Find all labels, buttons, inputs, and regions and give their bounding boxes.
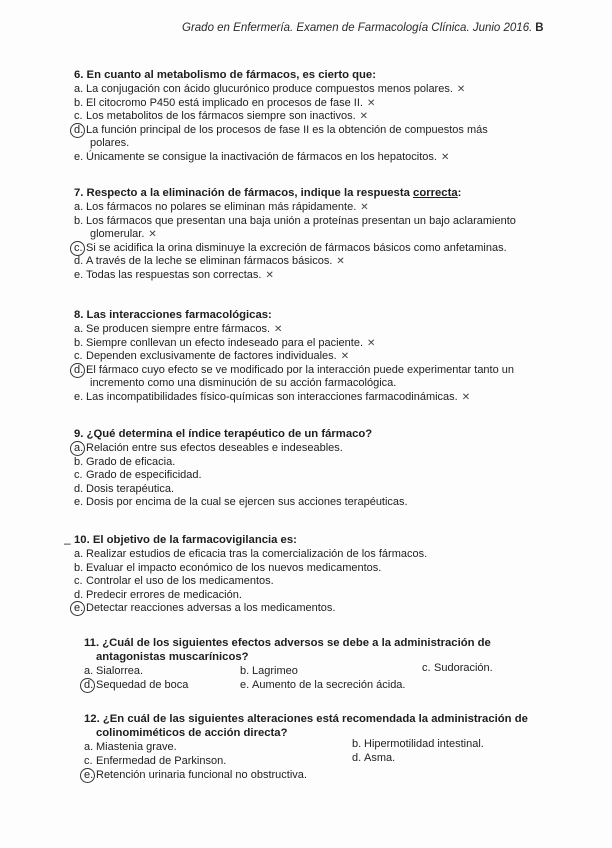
question-11-title xyxy=(84,636,574,664)
option-letter: c. xyxy=(84,755,93,767)
page-header xyxy=(182,22,544,34)
option-text: La función principal de los procesos de fase II es la obtención de compuestos más xyxy=(86,123,488,136)
q6-option-b[interactable] xyxy=(74,97,564,111)
option-text: Asma. xyxy=(364,752,396,764)
q7-option-a[interactable] xyxy=(74,201,564,215)
option-text: Sialorrea. xyxy=(96,665,144,677)
option-letter: a. xyxy=(84,741,94,753)
option-text: Realizar estudios de eficacia tras la comercialización de los fármacos. xyxy=(86,548,428,560)
option-letter: e. xyxy=(74,602,84,615)
option-text: Los fármacos no polares se eliminan más rápidamente. xyxy=(86,201,357,213)
cross-mark-icon: ✕ xyxy=(456,84,466,95)
option-letter: b. xyxy=(74,336,84,349)
option-text: Únicamente se consigue la inactivación de fármacos en los hepatocitos. xyxy=(86,150,437,163)
q9-option-a[interactable] xyxy=(74,442,564,456)
option-letter: e. xyxy=(74,268,84,281)
option-text: Grado de especificidad. xyxy=(86,469,202,482)
option-text: Lagrimeo xyxy=(252,665,298,677)
q10-option-e[interactable] xyxy=(74,602,564,616)
q8-option-e[interactable] xyxy=(74,391,564,405)
q11-option-a[interactable] xyxy=(84,665,143,677)
option-text: El citocromo P450 está implicado en procesos de fase II. xyxy=(86,96,363,109)
q9-option-d[interactable] xyxy=(74,483,564,497)
option-letter: b. xyxy=(74,561,84,574)
option-letter: b. xyxy=(74,455,84,468)
cross-mark-icon: ✕ xyxy=(440,151,450,163)
option-letter: c. xyxy=(74,575,83,588)
question-12 xyxy=(84,712,574,783)
q7-option-e[interactable] xyxy=(74,269,564,283)
option-letter: a. xyxy=(74,442,84,454)
q12-option-b[interactable] xyxy=(352,738,484,750)
option-text: Sequedad de boca xyxy=(96,679,189,691)
q11-options-row-1 xyxy=(84,662,574,679)
option-text: Siempre conllevan un efecto indeseado para el paciente. xyxy=(86,336,364,349)
q9-option-b[interactable] xyxy=(74,456,564,470)
q7-option-c[interactable] xyxy=(74,242,564,256)
cross-mark-icon: ✕ xyxy=(148,229,157,241)
option-text: Las incompatibilidades físico-químicas son interacciones farmacodinámicas. xyxy=(86,390,458,403)
option-letter: a. xyxy=(74,83,84,95)
option-text: Predecir errores de medicación. xyxy=(86,588,242,601)
cross-mark-icon: ✕ xyxy=(336,256,345,268)
option-text: Dosis terapéutica. xyxy=(86,482,175,495)
q10-option-b[interactable] xyxy=(74,562,564,576)
question-6 xyxy=(74,68,564,165)
option-text: Miastenia grave. xyxy=(96,741,177,753)
q8-option-d-cont xyxy=(74,377,564,391)
q6-option-d[interactable] xyxy=(74,124,564,138)
title-colon: : xyxy=(457,187,462,199)
cross-mark-icon: ✕ xyxy=(461,391,471,403)
q8-option-c[interactable] xyxy=(74,350,564,364)
option-letter: d. xyxy=(74,123,84,136)
q9-option-c[interactable] xyxy=(74,469,564,483)
option-letter: a. xyxy=(84,665,94,677)
option-letter: c. xyxy=(74,110,83,123)
option-text: Controlar el uso de los medicamentos. xyxy=(86,575,274,588)
option-letter: a. xyxy=(74,548,84,560)
q7-option-b[interactable] xyxy=(74,215,564,229)
cross-mark-icon: ✕ xyxy=(366,97,376,109)
option-text: Dosis por encima de la cual se ejercen sus acciones terapéuticas. xyxy=(86,496,408,509)
question-11 xyxy=(84,636,574,693)
q12-options-row-3 xyxy=(84,769,574,783)
q8-option-d[interactable] xyxy=(74,364,564,378)
question-7 xyxy=(74,186,564,283)
option-text: Detectar reacciones adversas a los medicamentos. xyxy=(86,602,336,615)
option-text: Aumento de la secreción ácida. xyxy=(252,679,406,691)
option-letter: e. xyxy=(240,679,250,691)
option-text: polares. xyxy=(90,137,130,150)
q9-option-e[interactable] xyxy=(74,496,564,510)
q12-option-d[interactable] xyxy=(352,752,395,764)
header-title: Grado en Enfermería. Examen de Farmacología Clínica. Junio 2016. xyxy=(182,22,533,34)
q11-option-b[interactable] xyxy=(240,665,298,677)
option-letter: d. xyxy=(74,588,84,601)
q10-option-c[interactable] xyxy=(74,575,564,589)
q11-option-c[interactable] xyxy=(422,662,493,674)
option-letter: c. xyxy=(74,241,83,254)
q12-options-row-1 xyxy=(84,738,574,755)
q12-options-row-2 xyxy=(84,752,574,769)
option-text: La conjugación con ácido glucurónico produce compuestos menos polares. xyxy=(86,83,453,95)
q6-option-c[interactable] xyxy=(74,110,564,124)
option-letter: c. xyxy=(422,662,431,674)
option-text: El fármaco cuyo efecto se ve modificado por la interacción puede experimentar tanto un xyxy=(86,363,515,376)
question-9-title: 9. ¿Qué determina el índice terapéutico de un fármaco? xyxy=(74,428,373,440)
question-6-title: 6. En cuanto al metabolismo de fármacos, es cierto que: xyxy=(74,69,376,81)
option-text: Retención urinaria funcional no obstructiva. xyxy=(96,769,307,781)
q8-option-a[interactable] xyxy=(74,323,564,337)
margin-dash: – xyxy=(64,536,71,550)
option-letter: b. xyxy=(352,738,362,750)
option-text: Grado de eficacia. xyxy=(86,455,176,468)
option-text: Los fármacos que presentan una baja unión a proteínas presentan un bajo aclaramiento xyxy=(86,214,516,227)
question-10-title: 10. El objetivo de la farmacovigilancia es: xyxy=(74,534,297,546)
cross-mark-icon: ✕ xyxy=(367,337,376,349)
exam-version: B xyxy=(535,22,544,34)
option-letter: d. xyxy=(84,679,94,691)
option-text: Todas las respuestas son correctas. xyxy=(86,268,262,281)
title-line: antagonistas muscarínicos? xyxy=(96,651,249,663)
q7-option-d[interactable] xyxy=(74,255,564,269)
option-letter: c. xyxy=(74,350,83,363)
title-line: 11. ¿Cuál de los siguientes efectos adversos se debe a la administración de xyxy=(84,637,491,649)
option-letter: a. xyxy=(74,323,84,335)
option-text: glomerular. xyxy=(90,228,145,241)
option-text: Los metabolitos de los fármacos siempre son inactivos. xyxy=(86,110,356,123)
option-text: Se producen siempre entre fármacos. xyxy=(86,323,271,335)
option-letter: d. xyxy=(74,482,84,495)
q11-option-e[interactable] xyxy=(240,679,405,691)
option-text: Evaluar el impacto económico de los nuevos medicamentos. xyxy=(86,561,382,574)
q11-option-d[interactable] xyxy=(84,679,188,691)
cross-mark-icon: ✕ xyxy=(340,351,350,363)
option-text: A través de la leche se eliminan fármacos básicos. xyxy=(86,255,333,268)
option-text: Sudoración. xyxy=(434,662,493,674)
question-7-title xyxy=(74,186,564,200)
option-text: Hipermotilidad intestinal. xyxy=(364,738,484,750)
cross-mark-icon: ✕ xyxy=(265,269,274,281)
title-text: 7. Respecto a la eliminación de fármacos, indique la respuesta xyxy=(74,187,410,199)
option-letter: b. xyxy=(74,214,84,227)
option-letter: d. xyxy=(352,752,362,764)
title-line: colinomiméticos de acción directa? xyxy=(96,727,288,739)
option-text: Si se acidifica la orina disminuye la excreción de fármacos básicos como anfetaminas. xyxy=(86,241,507,254)
question-8 xyxy=(74,308,564,405)
option-letter: e. xyxy=(74,390,84,403)
q6-option-e[interactable] xyxy=(74,151,564,165)
q12-option-a[interactable] xyxy=(84,741,177,753)
q11-options-row-2 xyxy=(84,679,574,693)
question-12-title xyxy=(84,712,574,740)
option-letter: b. xyxy=(74,96,84,109)
title-underlined: correcta xyxy=(413,187,458,199)
q10-option-d[interactable] xyxy=(74,589,564,603)
q12-option-e[interactable] xyxy=(84,769,307,781)
question-8-title: 8. Las interacciones farmacológicas: xyxy=(74,309,272,321)
q6-option-d-cont xyxy=(74,137,564,151)
cross-mark-icon: ✕ xyxy=(274,324,283,335)
option-letter: e. xyxy=(84,769,94,781)
cross-mark-icon: ✕ xyxy=(359,111,369,123)
option-letter: a. xyxy=(74,201,84,213)
q12-option-c[interactable] xyxy=(84,755,226,767)
option-text: Enfermedad de Parkinson. xyxy=(96,755,227,767)
option-letter: b. xyxy=(240,665,250,677)
q8-option-b[interactable] xyxy=(74,337,564,351)
option-letter: c. xyxy=(74,469,83,482)
option-letter: e. xyxy=(74,150,84,163)
option-text: Relación entre sus efectos deseables e indeseables. xyxy=(86,442,343,454)
question-9 xyxy=(74,427,564,510)
option-letter: e. xyxy=(74,496,84,509)
option-text: Dependen exclusivamente de factores individuales. xyxy=(86,350,337,363)
title-line: 12. ¿En cuál de las siguientes alteraciones está recomendada la administración de xyxy=(84,713,528,725)
option-text: incremento como una disminución de su acción farmacológica. xyxy=(90,377,397,390)
q7-option-b-cont xyxy=(74,228,564,242)
q6-option-a[interactable] xyxy=(74,83,564,97)
option-letter: d. xyxy=(74,363,84,376)
cross-mark-icon: ✕ xyxy=(360,202,369,213)
question-10 xyxy=(74,533,564,616)
option-letter: d. xyxy=(74,255,84,268)
q10-option-a[interactable] xyxy=(74,548,564,562)
